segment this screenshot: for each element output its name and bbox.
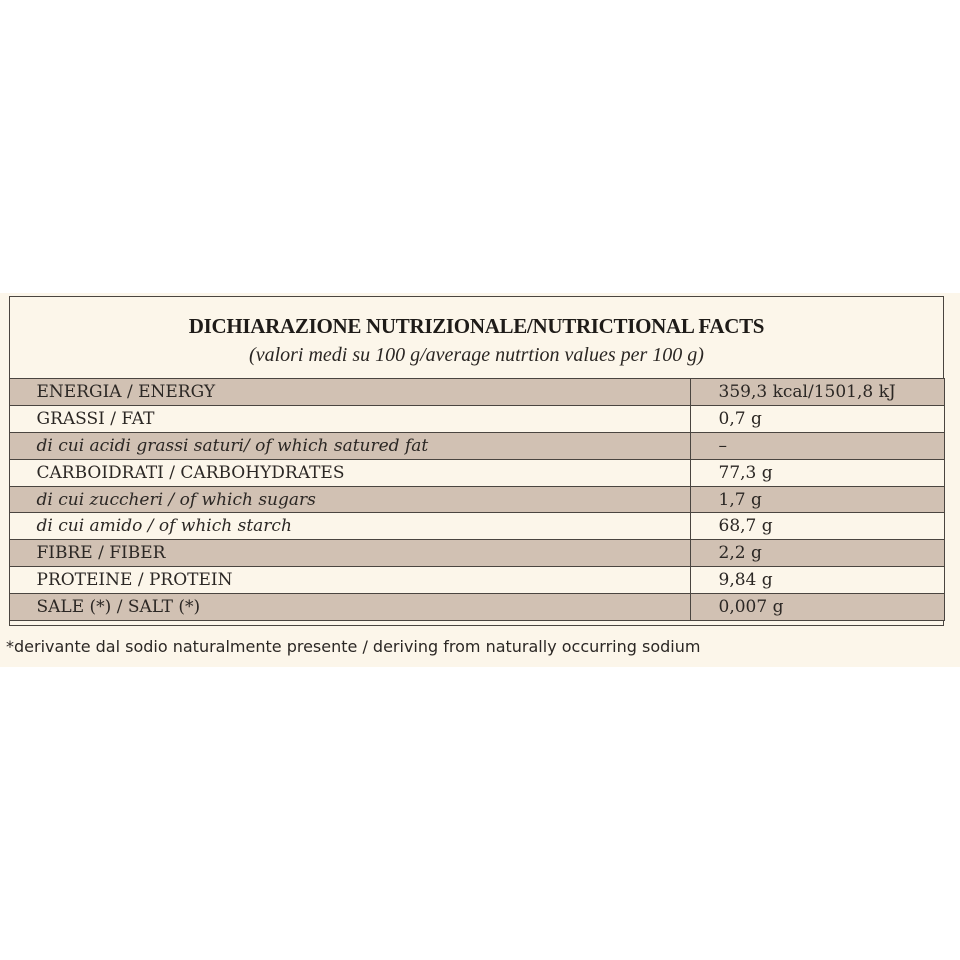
row-label: CARBOIDRATI / CARBOHYDRATES: [9, 459, 690, 486]
row-value: 1,7 g: [690, 486, 944, 513]
row-value: 9,84 g: [690, 567, 944, 594]
row-label: di cui zuccheri / of which sugars: [9, 486, 690, 513]
table-row: [9, 594, 944, 621]
row-label: di cui amido / of which starch: [9, 513, 690, 540]
nutrition-panel: [0, 293, 960, 667]
row-label: FIBRE / FIBER: [9, 540, 690, 567]
row-label: PROTEINE / PROTEIN: [9, 567, 690, 594]
row-label: di cui acidi grassi saturi/ of which satured fat: [9, 432, 690, 459]
row-value: 68,7 g: [690, 513, 944, 540]
table-row: [9, 486, 944, 513]
nutrition-table-box: [9, 296, 944, 626]
table-title: DICHIARAZIONE NUTRIZIONALE/NUTRICTIONAL FACTS: [188, 314, 765, 338]
table-subtitle: (valori medi su 100 g/average nutrtion values per 100 g): [249, 344, 704, 366]
table-row: [9, 513, 944, 540]
row-label: GRASSI / FAT: [9, 405, 690, 432]
row-value: 0,7 g: [690, 405, 944, 432]
table-row: [9, 379, 944, 406]
row-value: 2,2 g: [690, 540, 944, 567]
table-row: [9, 540, 944, 567]
row-value: –: [690, 432, 944, 459]
row-label: SALE (*) / SALT (*): [9, 594, 690, 621]
table-row: [9, 459, 944, 486]
table-row: [9, 432, 944, 459]
table-row: [9, 567, 944, 594]
table-row: [9, 405, 944, 432]
row-value: 359,3 kcal/1501,8 kJ: [690, 379, 944, 406]
nutrition-table: [9, 378, 945, 621]
footnote: *derivante dal sodio naturalmente presente / deriving from naturally occurring sodium: [6, 637, 701, 656]
row-value: 77,3 g: [690, 459, 944, 486]
row-label: ENERGIA / ENERGY: [9, 379, 690, 406]
row-value: 0,007 g: [690, 594, 944, 621]
